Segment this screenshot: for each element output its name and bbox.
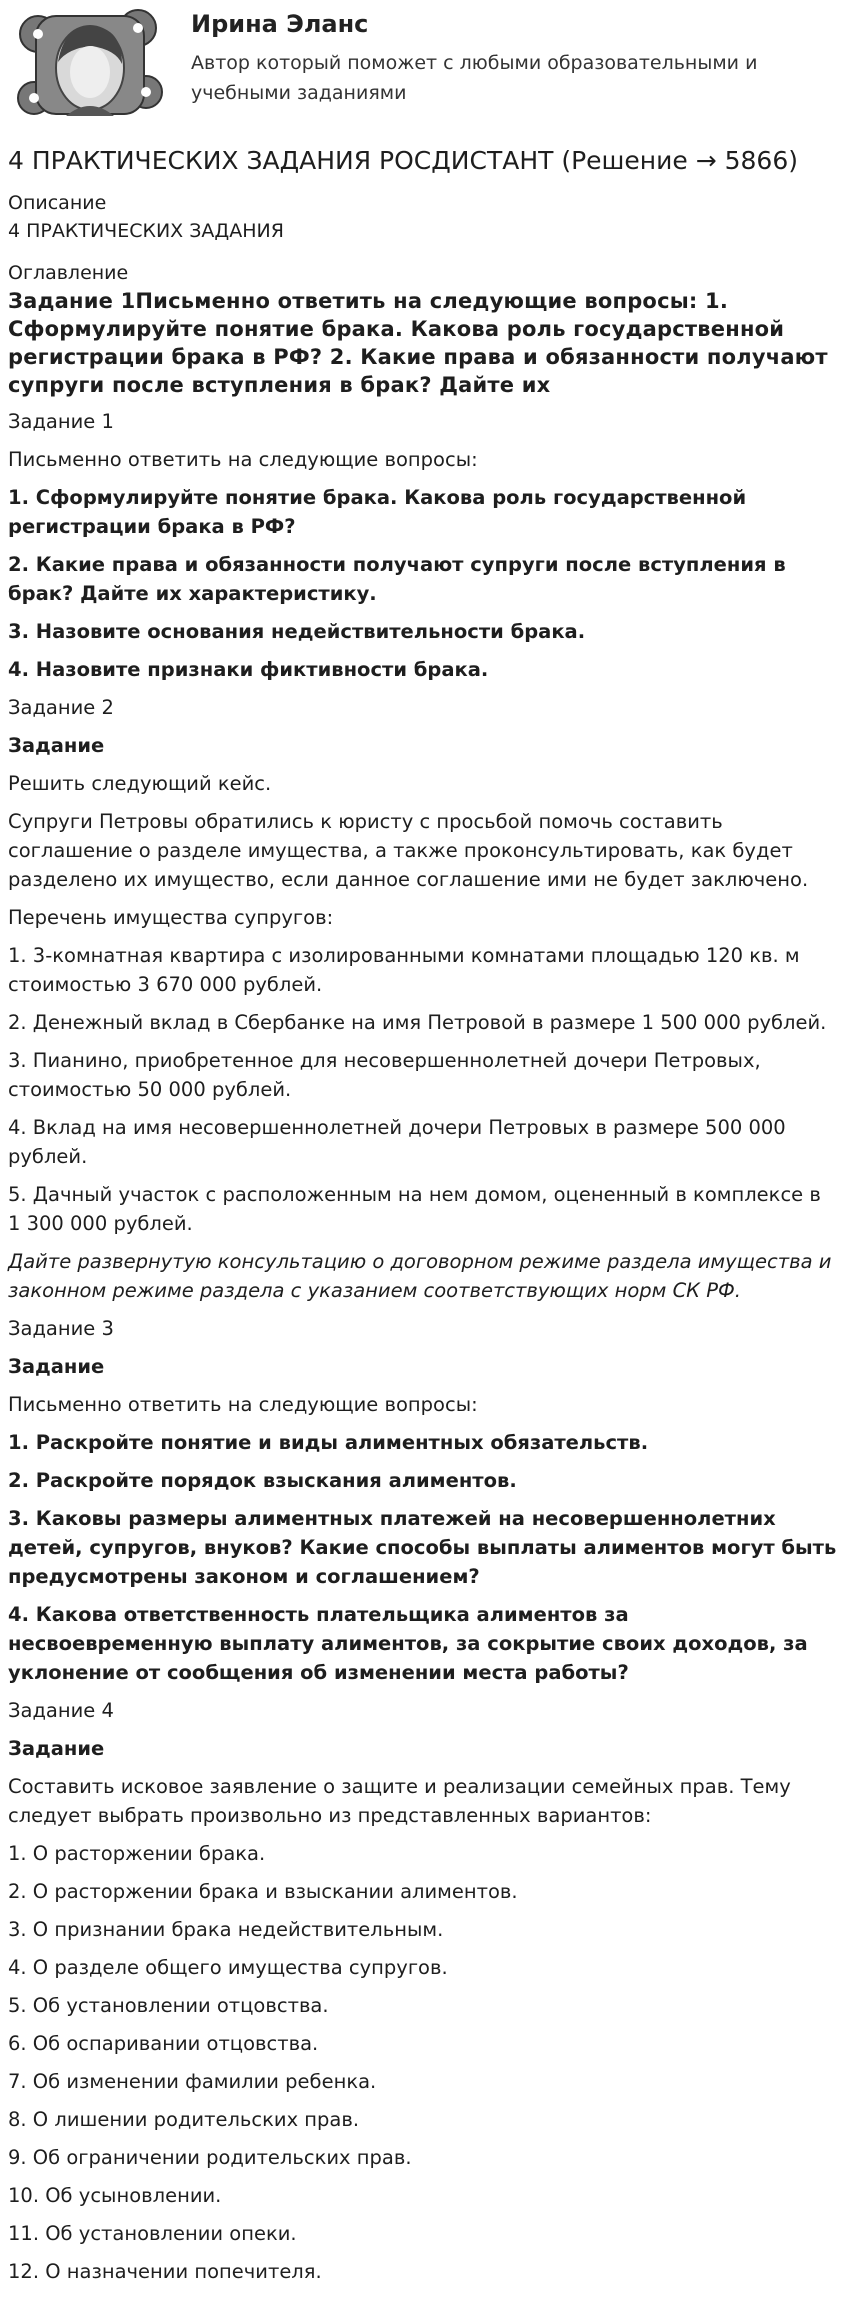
body-paragraph: Перечень имущества супругов: [8,906,334,929]
toc-title: Задание 1Письменно ответить на следующие вопросы: 1. Сформулируйте понятие брака. Какова роль государственной регистрации брака в РФ? 2. Какие права и обязанности получают супруги после вступления в брак? Дайте их [8,289,828,397]
body-paragraph: 3. Пианино, приобретенное для несовершеннолетней дочери Петровых, стоимостью 50 000 рублей. [8,1049,761,1101]
author-card [8,0,839,140]
body-paragraph: 12. О назначении попечителя. [8,2260,322,2283]
author-description: Автор который поможет с любыми образовательными и учебными заданиями [191,52,758,104]
page-title: 4 ПРАКТИЧЕСКИХ ЗАДАНИЯ РОСДИСТАНТ (Решение → 5866) [8,146,798,175]
body-paragraph: Задание 1 [8,410,114,433]
body-paragraph: 5. Об установлении отцовства. [8,1994,329,2017]
description-label: Описание [8,192,107,214]
body-paragraph: 3. Назовите основания недействительности брака. [8,620,586,643]
body-paragraph: 10. Об усыновлении. [8,2184,222,2207]
body-paragraph: 2. Раскройте порядок взыскания алиментов. [8,1469,517,1492]
body-paragraph: 4. Вклад на имя несовершеннолетней дочери Петровых в размере 500 000 рублей. [8,1116,786,1168]
body-paragraph: 3. О признании брака недействительным. [8,1918,444,1941]
body-paragraph: Составить исковое заявление о защите и реализации семейных прав. Тему следует выбрать произвольно из представленных вариантов: [8,1775,791,1827]
body-paragraph: Письменно ответить на следующие вопросы: [8,448,478,471]
body-paragraph: Задание 4 [8,1699,114,1722]
body-paragraph: 9. Об ограничении родительских прав. [8,2146,412,2169]
body-paragraph: 5. Дачный участок с расположенным на нем домом, оцененный в комплексе в 1 300 000 рублей. [8,1183,821,1235]
body-paragraph: Письменно ответить на следующие вопросы: [8,1393,478,1416]
body-paragraph: 4. Назовите признаки фиктивности брака. [8,658,489,681]
body-paragraph: 1. Сформулируйте понятие брака. Какова роль государственной регистрации брака в РФ? [8,486,747,538]
body-paragraph: 1. 3-комнатная квартира с изолированными комнатами площадью 120 кв. м стоимостью 3 670 000 рублей. [8,944,800,996]
body-paragraph: Супруги Петровы обратились к юристу с просьбой помочь составить соглашение о разделе имущества, а также проконсультировать, как будет разделено их имущество, если данное соглашение ими не будет заключено. [8,810,809,891]
document-body [8,407,839,2286]
body-paragraph: Задание [8,1355,105,1378]
body-paragraph: Задание 2 [8,696,114,719]
body-paragraph: Решить следующий кейс. [8,772,272,795]
body-paragraph: 7. Об изменении фамилии ребенка. [8,2070,377,2093]
body-paragraph: 3. Каковы размеры алиментных платежей на несовершеннолетних детей, супругов, внуков? Какие способы выплаты алиментов могут быть предусмотрены законом и соглашением? [8,1507,837,1588]
body-paragraph: 2. О расторжении брака и взыскании алиментов. [8,1880,518,1903]
body-paragraph: 2. Денежный вклад в Сбербанке на имя Петровой в размере 1 500 000 рублей. [8,1011,827,1034]
body-paragraph: 2. Какие права и обязанности получают супруги после вступления в брак? Дайте их характеристику. [8,553,786,605]
body-paragraph: Задание [8,1737,105,1760]
toc-label: Оглавление [8,262,129,284]
body-paragraph: 4. О разделе общего имущества супругов. [8,1956,448,1979]
body-paragraph: Дайте развернутую консультацию о договорном режиме раздела имущества и законном режиме раздела с указанием соответствующих норм СК РФ. [8,1250,832,1302]
author-name: Ирина Эланс [191,10,369,38]
body-paragraph: 1. Раскройте понятие и виды алиментных обязательств. [8,1431,649,1454]
author-avatar [16,6,164,124]
body-paragraph: 6. Об оспаривании отцовства. [8,2032,319,2055]
body-paragraph: 1. О расторжении брака. [8,1842,266,1865]
body-paragraph: 11. Об установлении опеки. [8,2222,297,2245]
description-text: 4 ПРАКТИЧЕСКИХ ЗАДАНИЯ [8,220,284,242]
body-paragraph: 8. О лишении родительских прав. [8,2108,360,2131]
body-paragraph: Задание 3 [8,1317,114,1340]
body-paragraph: Задание [8,734,105,757]
body-paragraph: 4. Какова ответственность плательщика алиментов за несвоевременную выплату алиментов, за сокрытие своих доходов, за уклонение от сообщения об изменении места работы? [8,1603,808,1684]
